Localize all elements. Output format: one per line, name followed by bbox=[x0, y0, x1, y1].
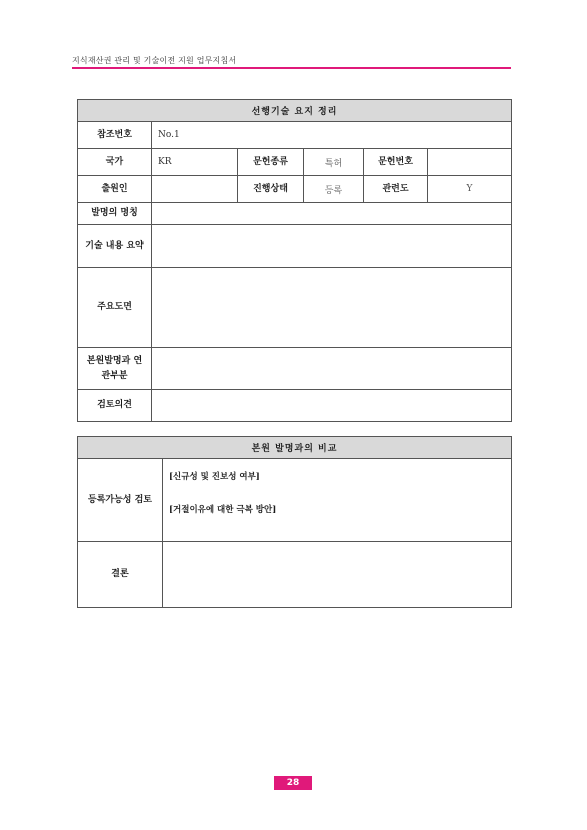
reference-no-value[interactable]: No.1 bbox=[152, 122, 512, 149]
conclusion-value[interactable] bbox=[163, 542, 512, 608]
doc-number-label: 문헌번호 bbox=[364, 149, 428, 176]
prior-art-table-title: 선행기술 요지 정리 bbox=[78, 100, 512, 122]
rejection-heading: [거절이유에 대한 극복 방안] bbox=[169, 505, 277, 515]
applicant-value[interactable] bbox=[152, 176, 238, 203]
comparison-table-title: 본원 발명과의 비교 bbox=[78, 437, 512, 459]
summary-value[interactable] bbox=[152, 225, 512, 268]
doc-number-value[interactable] bbox=[428, 149, 512, 176]
applicant-label: 출원인 bbox=[78, 176, 152, 203]
header-rule bbox=[72, 67, 511, 69]
main-drawing-value[interactable] bbox=[152, 268, 512, 348]
reference-no-label: 참조번호 bbox=[78, 122, 152, 149]
relevance-label: 관련도 bbox=[364, 176, 428, 203]
running-header: 지식재산권 관리 및 기술이전 지원 업무지침서 bbox=[72, 56, 237, 65]
review-label: 검토의견 bbox=[78, 390, 152, 422]
page-number: 28 bbox=[274, 776, 312, 790]
doc-type-label: 문헌종류 bbox=[238, 149, 304, 176]
novelty-heading: [신규성 및 진보성 여부] bbox=[169, 472, 260, 482]
doc-type-value[interactable]: 특허 bbox=[304, 149, 364, 176]
conclusion-label: 결론 bbox=[78, 542, 163, 608]
registrability-review-cell[interactable] bbox=[163, 459, 512, 542]
review-value[interactable] bbox=[152, 390, 512, 422]
prior-art-summary-table bbox=[77, 99, 512, 422]
invention-name-label: 발명의 명칭 bbox=[78, 203, 152, 225]
relevance-value[interactable]: Y bbox=[428, 176, 512, 203]
main-drawing-label: 주요도면 bbox=[78, 268, 152, 348]
country-value[interactable]: KR bbox=[152, 149, 238, 176]
status-value[interactable]: 등록 bbox=[304, 176, 364, 203]
status-label: 진행상태 bbox=[238, 176, 304, 203]
summary-label: 기술 내용 요약 bbox=[78, 225, 152, 268]
invention-comparison-table bbox=[77, 436, 512, 608]
registrability-label: 등록가능성 검토 bbox=[78, 459, 163, 542]
related-part-value[interactable] bbox=[152, 348, 512, 390]
invention-name-value[interactable] bbox=[152, 203, 512, 225]
related-part-label: 본원발명과 연관부분 bbox=[78, 348, 152, 390]
country-label: 국가 bbox=[78, 149, 152, 176]
